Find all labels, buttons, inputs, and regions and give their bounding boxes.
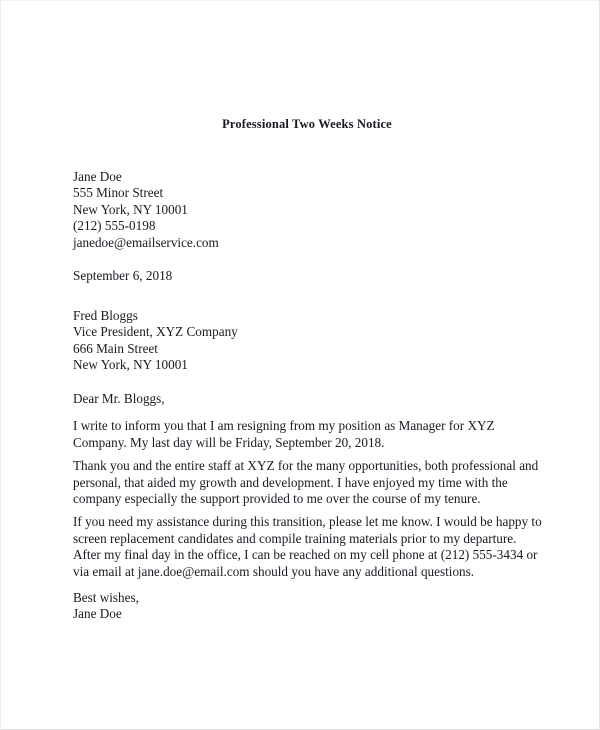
sender-street: 555 Minor Street <box>73 185 164 201</box>
body-paragraph-2: Thank you and the entire staff at XYZ for the many opportunities, both professional and personal, that aided my growth and development. I have enjoyed my time with the company especially the support provided to me over the course of my tenure. <box>73 458 539 507</box>
body-paragraph-1: I write to inform you that I am resigning from my position as Manager for XYZ Company. My last day will be Friday, September 20, 2018. <box>73 418 495 450</box>
page-title: Professional Two Weeks Notice <box>222 117 392 131</box>
recipient-city-state-zip: New York, NY 10001 <box>73 357 188 373</box>
salutation-block <box>73 391 543 407</box>
closing-block <box>73 590 543 623</box>
letter-date: September 6, 2018 <box>73 268 173 283</box>
recipient-address-block <box>73 308 543 374</box>
sender-name: Jane Doe <box>73 169 122 184</box>
salutation-text: Dear Mr. Bloggs, <box>73 391 165 406</box>
sender-email: janedoe@emailservice.com <box>73 234 219 250</box>
closing-signature: Jane Doe <box>73 606 122 622</box>
body-paragraph-3: If you need my assistance during this transition, please let me know. I would be happy to screen replacement candidates and compile training materials prior to my departure. After my final day in the office, I can be reached on my cell phone at (212) 555-3434 or via email at jane.doe@email.com should you have any additional questions. <box>73 514 542 579</box>
recipient-name: Fred Bloggs <box>73 308 138 323</box>
sender-city-state-zip: New York, NY 10001 <box>73 201 188 217</box>
sender-address-block <box>73 169 543 251</box>
recipient-street: 666 Main Street <box>73 340 158 356</box>
sender-phone: (212) 555-0198 <box>73 218 156 234</box>
closing-valediction: Best wishes, <box>73 590 139 605</box>
recipient-title-company: Vice President, XYZ Company <box>73 324 238 340</box>
letter-date-block <box>73 268 543 284</box>
